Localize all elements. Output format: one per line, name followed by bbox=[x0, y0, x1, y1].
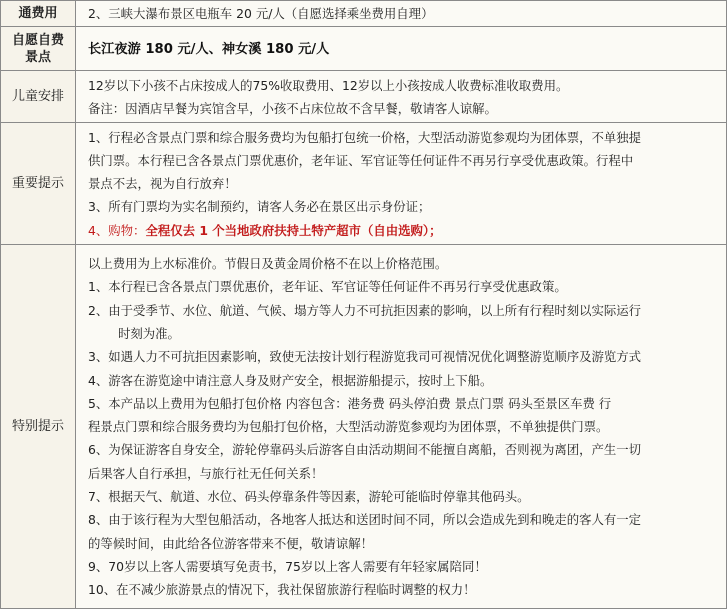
children-label: 儿童安排 bbox=[1, 71, 76, 123]
optional-text bbox=[76, 27, 727, 71]
special-line: 4、游客在游览途中请注意人身及财产安全，根据游船提示，按时上下船。 bbox=[88, 372, 493, 388]
important-line: 1、行程必含景点门票和综合服务费均为包船打包统一价格，大型活动游览参观均为团体票，不单独提 bbox=[88, 129, 642, 145]
special-line: 后果客人自行承担，与旅行社无任何关系！ bbox=[88, 465, 324, 481]
special-row bbox=[1, 245, 727, 609]
transport-text: 2、三峡大瀑布景区电瓶车 20 元/人（自愿选择乘坐费用自理） bbox=[76, 1, 727, 27]
important-shopping-line bbox=[88, 219, 722, 242]
children-content bbox=[76, 71, 727, 123]
optional-label bbox=[1, 27, 76, 71]
special-line: 6、为保证游客自身安全，游轮停靠码头后游客自由活动期间不能擅自离船，否则视为离团，产生一切 bbox=[88, 442, 642, 458]
special-line: 8、由于该行程为大型包船活动，各地客人抵达和送团时间不同，所以会造成先到和晚走的客人有一定 bbox=[88, 512, 642, 528]
important-line: 供门票。本行程已含各景点门票优惠价，老年证、军官证等任何证件不再另行享受优惠政策。行程中 bbox=[88, 152, 634, 168]
special-line: 10、在不减少旅游景点的情况下，我社保留旅游行程临时调整的权力！ bbox=[88, 582, 476, 598]
children-line: 12岁以下小孩不占床按成人的75%收取费用、12岁以上小孩按成人收费标准收取费用。 bbox=[88, 77, 569, 93]
special-line: 以上费用为上水标准价。节假日及黄金周价格不在以上价格范围。 bbox=[88, 256, 448, 272]
optional-label-line2: 景点 bbox=[24, 49, 51, 65]
special-content bbox=[76, 245, 727, 609]
special-line: 5、本产品以上费用为包船打包价格 内容包含：港务费 码头停泊费 景点门票 码头至景区车费 行 bbox=[88, 395, 612, 411]
special-line: 9、70岁以上客人需要填写免责书，75岁以上客人需要有年轻家属陪同！ bbox=[88, 558, 487, 574]
optional-label-line1: 自愿自费 bbox=[11, 32, 64, 48]
transport-label: 通费用 bbox=[1, 1, 76, 27]
transport-row bbox=[1, 1, 727, 27]
important-label: 重要提示 bbox=[1, 123, 76, 245]
special-line: 的等候时间，由此给各位游客带来不便，敬请谅解！ bbox=[88, 535, 373, 551]
optional-items: 长江夜游 180 元/人、神女溪 180 元/人 bbox=[88, 41, 330, 57]
special-line: 1、本行程已含各景点门票优惠价，老年证、军官证等任何证件不再另行享受优惠政策。 bbox=[88, 279, 567, 295]
children-note: 备注：因酒店早餐为宾馆含早，小孩不占床位故不含早餐，敬请客人谅解。 bbox=[88, 100, 497, 116]
important-line: 景点不去，视为自行放弃！ bbox=[88, 176, 237, 192]
important-line: 3、所有门票均为实名制预约，请客人务必在景区出示身份证； bbox=[88, 199, 431, 215]
children-row bbox=[1, 71, 727, 123]
special-line: 2、由于受季节、水位、航道、气候、塌方等人力不可抗拒因素的影响，以上所有行程时刻以实际运行 bbox=[88, 302, 642, 318]
optional-row bbox=[1, 27, 727, 71]
special-line: 3、如遇人力不可抗拒因素影响，致使无法按计划行程游览我司可视情况优化调整游览顺序及游览方式 bbox=[88, 349, 642, 365]
important-row bbox=[1, 123, 727, 245]
shopping-prefix: 4、购物： bbox=[88, 222, 146, 238]
special-line: 时刻为准。 bbox=[118, 325, 180, 341]
important-content bbox=[76, 123, 727, 245]
special-label: 特别提示 bbox=[1, 245, 76, 609]
special-line: 程景点门票和综合服务费均为包船打包价格，大型活动游览参观均为团体票，不单独提供门票。 bbox=[88, 419, 609, 435]
special-line: 7、根据天气、航道、水位、码头停靠条件等因素，游轮可能临时停靠其他码头。 bbox=[88, 489, 530, 505]
shopping-note: 全程仅去 1 个当地政府扶持土特产超市（自由选购）； bbox=[145, 222, 442, 238]
